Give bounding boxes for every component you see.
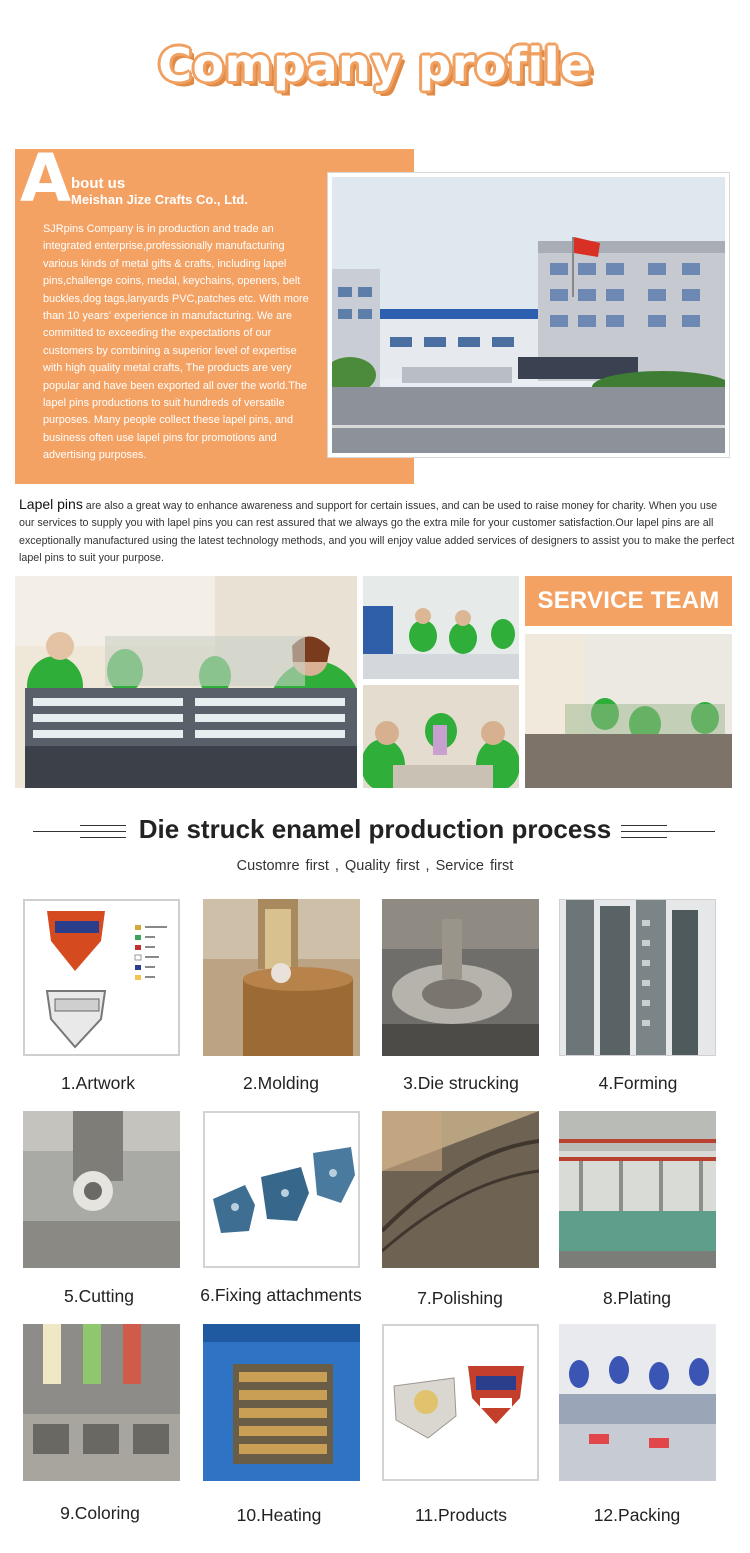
about-big-letter: A: [20, 140, 72, 217]
title-decor-right: [621, 831, 715, 832]
step-image-heating: [203, 1324, 360, 1481]
step-image-die-strucking: [382, 899, 539, 1056]
about-paragraph: SJRpins Company is in production and trade an integrated enterprise,professionally manufacturing various kinds of metal gifts & crafts, including lapel pins,challenge coins, medal, keychains, openers, belt buckles,dog tags,lanyards PVC,patches etc. With more than 10 years' experience in manufacturing. We are committed to exceeding the expectations of our customers by combining a superior level of expertise with high quality metal crafts, The products are very popular and have been exported all over the world.The lapel pins productions to suit hundreds of versatile purposes. Many people collect these lapel pins, and business often use lapel pins for promotions and advertising purposes.: [43, 223, 309, 462]
factory-image: [332, 177, 725, 453]
step-image-forming: [559, 899, 716, 1056]
factory-photo: [327, 172, 730, 458]
company-name: Meishan Jize Crafts Co., Ltd.: [71, 192, 248, 207]
step-image-fixing-attachments: [203, 1111, 360, 1268]
step-label-molding: 2.Molding: [243, 1073, 319, 1093]
step-label-fixing-attachments: 6.Fixing attachments: [200, 1285, 362, 1305]
step-label-artwork: 1.Artwork: [61, 1073, 135, 1093]
step-label-plating: 8.Plating: [602, 1288, 672, 1308]
step-image-products: [382, 1324, 539, 1481]
lapel-paragraph: [19, 496, 735, 567]
step-image-packing: [559, 1324, 716, 1481]
page-title: Company profile: [158, 38, 592, 92]
about-heading: bout us: [71, 175, 126, 192]
step-label-heating: 10.Heating: [236, 1505, 322, 1525]
lapel-text: are also a great way to enhance awareness and support for certain issues, and can be used to raise money for charity. When you use our services to supply you with lapel pins you can rest assured that we always go the extra mile for your customer satisfaction.Our lapel pins are all exceptionally manufactured using the latest technology methods, and you will enjoy value added services of designers to assist you to make the perfect lapel pins to suit your purpose.: [19, 500, 735, 564]
title-decor-right-2: [621, 825, 667, 826]
step-image-artwork: [23, 899, 180, 1056]
lapel-lead: Lapel pins: [19, 496, 83, 512]
step-label-polishing: 7.Polishing: [417, 1288, 503, 1308]
step-image-molding: [203, 899, 360, 1056]
service-team-banner: SERVICE TEAM: [525, 576, 732, 626]
step-image-cutting: [23, 1111, 180, 1268]
office-photo-top: [363, 576, 519, 679]
slogan: Customre first , Quality first , Service first: [236, 858, 514, 874]
step-image-polishing: [382, 1111, 539, 1268]
title-decor-right-3: [621, 837, 667, 838]
step-label-cutting: 5.Cutting: [63, 1286, 135, 1306]
process-title: Die struck enamel production process: [138, 814, 612, 844]
step-label-products: 11.Products: [414, 1505, 508, 1525]
office-photo-bottom: [363, 685, 519, 788]
step-image-plating: [559, 1111, 716, 1268]
step-label-packing: 12.Packing: [593, 1505, 681, 1525]
office-photo-large: [15, 576, 357, 788]
step-image-coloring: [23, 1324, 180, 1481]
step-label-die-strucking: 3.Die strucking: [403, 1073, 519, 1093]
step-label-coloring: 9.Coloring: [60, 1503, 140, 1523]
office-photo-service: [525, 634, 732, 788]
step-label-forming: 4.Forming: [598, 1073, 678, 1093]
